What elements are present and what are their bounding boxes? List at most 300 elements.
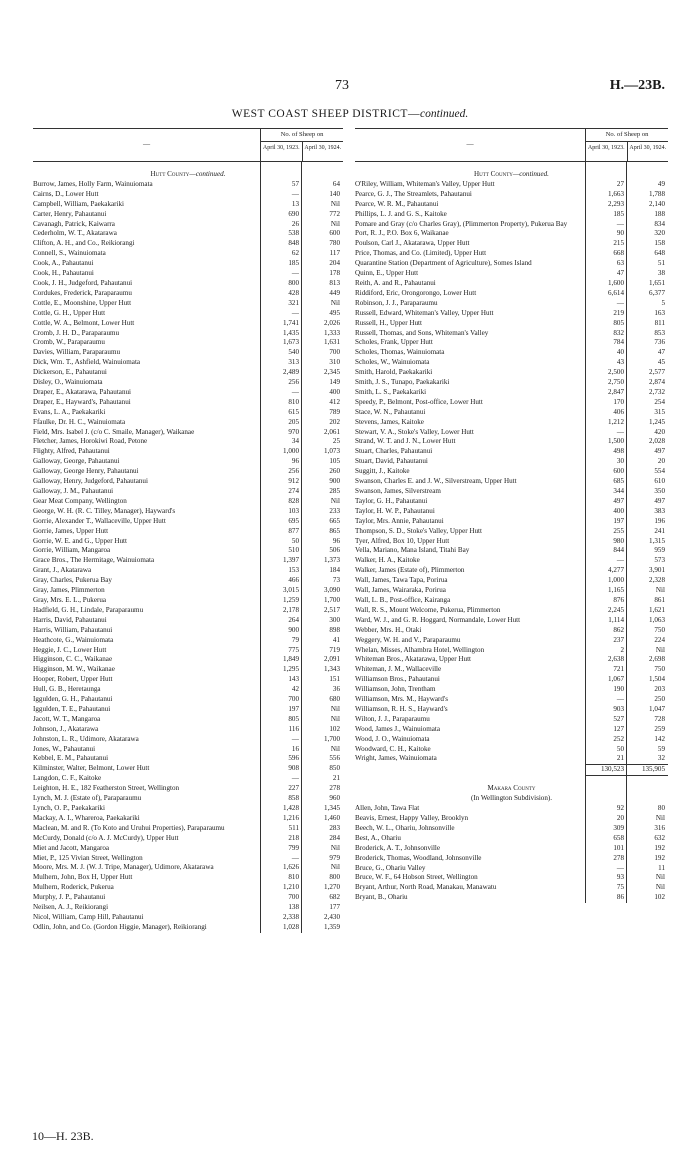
owner-name: Williamson, Mrs. M., Hayward's (355, 695, 449, 704)
owner-name: Taylor, Mrs. Annie, Pahautanui (355, 516, 444, 525)
sheep-1923: 615 (288, 407, 299, 416)
owner-name: Smith, Harold, Paekakariki (355, 368, 433, 377)
sheep-1923: 79 (291, 635, 299, 644)
owner-name: Scholes, Thomas, Wainuiomata (355, 348, 445, 357)
owner-name: Woodward, C. H., Kaitoke (355, 744, 431, 753)
owner-name: Robinson, J. J., Paraparaumu (355, 298, 438, 307)
sheep-1924: Nil (655, 873, 665, 882)
owner-name: Webber, Mrs. H., Otaki (355, 625, 422, 634)
sheep-1923: 596 (288, 754, 299, 763)
sheep-1923: 1,600 (608, 278, 624, 287)
owner-name: McCurdy, Donald (c/o A. J. McCurdy), Upper Hutt (33, 833, 179, 842)
sheep-1924: 11 (658, 863, 665, 872)
sheep-1924: 20 (657, 457, 665, 466)
sheep-1924: 600 (329, 229, 340, 238)
owner-name: Lynch, M. J. (Estate of), Paraparaumu (33, 794, 142, 803)
sheep-1924: 204 (329, 259, 340, 268)
sheep-1924: 224 (654, 635, 665, 644)
sheep-1924: 1,315 (649, 536, 665, 545)
page-footer: 10—H. 23B. (32, 1129, 94, 1143)
sheep-1923: — (616, 556, 624, 565)
sheep-1924: 315 (654, 407, 665, 416)
table-row (33, 259, 343, 269)
owner-name: Gray, James, Plimmerton (33, 586, 105, 595)
sheep-1923: 877 (288, 526, 299, 535)
sheep-1923: — (291, 189, 299, 198)
sheep-1924: 813 (329, 278, 340, 287)
sheep-1923: 1,626 (283, 863, 299, 872)
table-row (355, 735, 668, 745)
sheep-1924: 861 (654, 595, 665, 604)
sheep-1923: 34 (291, 437, 299, 446)
owner-name: Murphy, J. P., Pahautanui (33, 893, 106, 902)
table-row (33, 200, 343, 210)
sheep-1924: 1,343 (324, 665, 340, 674)
sheep-1924: 900 (329, 477, 340, 486)
table-row (355, 864, 668, 874)
table-row (355, 517, 668, 527)
sheep-1923: 237 (613, 635, 624, 644)
table-row (355, 705, 668, 715)
sheep-1923: 127 (613, 724, 624, 733)
owner-name: Speedy, P., Belmont, Post-office, Lower Hutt (355, 397, 483, 406)
owner-name: Walker, H. A., Kaitoke (355, 556, 420, 565)
table-row (33, 893, 343, 903)
sheep-1923: 2,338 (283, 912, 299, 921)
sheep-1923: 700 (288, 893, 299, 902)
sheep-1923: 1,000 (283, 447, 299, 456)
sheep-1924: 38 (657, 269, 665, 278)
table-row (33, 190, 343, 200)
table-row (355, 428, 668, 438)
sheep-1924: 149 (329, 378, 340, 387)
table-row (33, 408, 343, 418)
table-row (33, 764, 343, 774)
table-row (33, 229, 343, 239)
page-number: 73 (335, 78, 349, 93)
sheep-1923: 20 (616, 814, 624, 822)
table-row (355, 418, 668, 428)
owner-name: Wood, J. O., Wainuiomata (355, 734, 430, 743)
owner-name: Higginson, M. W., Waikanae (33, 665, 115, 674)
sheep-1923: 721 (613, 665, 624, 674)
table-row (33, 239, 343, 249)
owner-name: Neilsen, A. J., Reikiorangi (33, 903, 109, 912)
owner-name: Hooper, Robert, Upper Hutt (33, 675, 113, 684)
owner-name: Field, Mrs. Isabel J. (c/o C. Smaile, Manager), Waikanae (33, 427, 195, 436)
owner-name: Best, A., Ohariu (355, 833, 401, 842)
sheep-1923: 810 (288, 873, 299, 882)
table-row (33, 398, 343, 408)
table-row (33, 913, 343, 923)
left-table-body (33, 162, 343, 933)
owner-name: Weggery, W. H. and V., Paraparaumu (355, 635, 461, 644)
table-row (355, 824, 668, 834)
sheep-1924: 506 (329, 546, 340, 555)
owner-name: Russell, Thomas, and Sons, Whiteman's Valley (355, 328, 489, 337)
table-row (355, 388, 668, 398)
sheep-1924: Nil (655, 883, 665, 892)
owner-name: Thompson, S. D., Stoke's Valley, Upper Hutt (355, 526, 482, 535)
sheep-1923: 185 (613, 209, 624, 218)
sheep-1923: 1,216 (283, 813, 299, 822)
table-row (33, 725, 343, 735)
owner-name: Wood, James J., Wainuiomata (355, 724, 441, 733)
sheep-1924: 2,577 (649, 368, 665, 377)
sheep-1923: 2,293 (608, 199, 624, 208)
sheep-1923: 205 (288, 417, 299, 426)
table-row (33, 665, 343, 675)
sheep-1924: 573 (654, 556, 665, 565)
table-row (355, 586, 668, 596)
table-row (355, 854, 668, 864)
owner-name: Jones, W., Pahautanui (33, 744, 96, 753)
sheep-1924: Nil (330, 863, 340, 872)
sheep-1924: 1,621 (649, 605, 665, 614)
owner-name: Grant, J., Akatarawa (33, 566, 92, 575)
owner-name: Swanson, James, Silverstream (355, 487, 441, 495)
sheep-1924: 96 (332, 536, 340, 545)
sheep-1923: 497 (613, 496, 624, 505)
table-row (33, 655, 343, 665)
table-row (33, 279, 343, 289)
owner-name: Smith, J. S., Tunapo, Paekakariki (355, 378, 450, 387)
sheep-1924: 834 (654, 219, 665, 228)
sheep-1924: 47 (657, 348, 665, 357)
table-row (355, 467, 668, 477)
sheep-1923: 844 (613, 546, 624, 555)
table-row (355, 893, 668, 903)
owner-name: Smith, L. S., Paekakariki (355, 387, 427, 396)
table-row (33, 487, 343, 497)
table-row (355, 834, 668, 844)
sheep-1924: 632 (654, 833, 665, 842)
owner-name: Bryant, Arthur, North Road, Manakau, Manawatu (355, 883, 497, 892)
sheep-1923: 876 (613, 595, 624, 604)
sheep-1923: — (291, 774, 299, 783)
sheep-1924: 2,328 (649, 576, 665, 585)
sheep-1924: 316 (654, 823, 665, 832)
table-row (355, 745, 668, 755)
sheep-1924: 241 (654, 526, 665, 535)
table-row (355, 665, 668, 675)
sheep-1924: 254 (654, 397, 665, 406)
sheep-1923: 685 (613, 477, 624, 486)
table-row (33, 834, 343, 844)
sheep-1923: 1,663 (608, 189, 624, 198)
table-row (355, 655, 668, 665)
sheep-1923: 980 (613, 536, 624, 545)
table-row (355, 626, 668, 636)
table-row (355, 844, 668, 854)
table-row (33, 794, 343, 804)
total-1923: 130,523 (586, 764, 627, 776)
sheep-1923: 50 (616, 744, 624, 753)
sheep-1924: 1,345 (324, 804, 340, 812)
table-row (355, 576, 668, 586)
owner-name: Port, R. J., P.O. Box 6, Waikanae (355, 229, 449, 238)
sheep-1923: 2,178 (283, 605, 299, 614)
sheep-1923: 215 (613, 239, 624, 248)
owner-name: Pomare and Gray (c/o Charles Gray), (Plimmerton Property), Pukerua Bay (355, 219, 568, 228)
sheep-1924: 556 (329, 754, 340, 763)
table-row (355, 546, 668, 556)
table-row (33, 546, 343, 556)
table-row (33, 437, 343, 447)
table-row (33, 507, 343, 517)
table-row (33, 854, 343, 864)
sheep-1924: 283 (329, 823, 340, 832)
table-row (33, 309, 343, 319)
sheep-1924: 188 (654, 209, 665, 218)
sheep-1924: 105 (329, 457, 340, 466)
table-row (355, 814, 668, 824)
table-row (33, 517, 343, 527)
sheep-1923: 668 (613, 249, 624, 258)
sheep-1924: 102 (329, 724, 340, 733)
owner-name: Cordukes, Frederick, Paraparaumu (33, 288, 132, 297)
sheep-1923: 1,500 (608, 437, 624, 446)
table-row (33, 646, 343, 656)
sheep-1923: 799 (288, 843, 299, 852)
owner-name: Gray, Charles, Pukerua Bay (33, 576, 112, 585)
table-row (355, 319, 668, 329)
sheep-1923: 2,489 (283, 368, 299, 377)
sheep-1924: 1,270 (324, 883, 340, 892)
sheep-1924: 383 (654, 506, 665, 515)
sheep-1923: 2,245 (608, 605, 624, 614)
owner-name: Williamson Bros., Pahautanui (355, 675, 440, 684)
owner-name: Williamson, R. H. S., Hayward's (355, 704, 448, 713)
table-row (33, 477, 343, 487)
table-row (355, 883, 668, 893)
sheep-1924: 73 (332, 576, 340, 585)
sheep-1923: 903 (613, 704, 624, 713)
sheep-1923: 42 (291, 685, 299, 694)
table-row (33, 596, 343, 606)
sheep-1924: 1,073 (324, 447, 340, 456)
sheep-1923: 2,500 (608, 368, 624, 377)
table-row (355, 259, 668, 269)
table-row (355, 596, 668, 606)
table-row (33, 348, 343, 358)
sheep-1923: 784 (613, 338, 624, 347)
sheep-1924: 203 (654, 685, 665, 694)
sheep-1923: 43 (616, 358, 624, 367)
owner-name: Beavis, Ernest, Happy Valley, Brooklyn (355, 814, 469, 822)
owner-name: Allen, John, Tawa Flat (355, 804, 420, 813)
table-row (33, 685, 343, 695)
owner-name: Kebbel, E. M., Pahautanui (33, 754, 109, 763)
table-row (33, 903, 343, 913)
sheep-1923: 143 (288, 675, 299, 684)
table-row (33, 814, 343, 824)
table-row (355, 725, 668, 735)
sheep-1924: Nil (655, 645, 665, 654)
table-row (33, 497, 343, 507)
sheep-1923: 219 (613, 308, 624, 317)
sheep-1924: 850 (329, 764, 340, 773)
sheep-1923: 6,614 (608, 288, 624, 297)
sheep-1923: 690 (288, 209, 299, 218)
sheep-1924: 2,026 (324, 318, 340, 327)
sheep-1923: — (616, 219, 624, 228)
table-row (355, 507, 668, 517)
owner-name: Riddiford, Eric, Orongorongo, Lower Hutt (355, 288, 477, 297)
total-row (355, 764, 668, 776)
owner-name: Galloway, Henry, Judgeford, Pahautanui (33, 477, 148, 486)
table-row (33, 338, 343, 348)
sheep-1923: 1,000 (608, 576, 624, 585)
owner-name: Broderick, Thomas, Woodland, Johnsonville (355, 853, 482, 862)
owner-name: Mulhern, Roderick, Pukerua (33, 883, 114, 892)
sheep-1924: 780 (329, 239, 340, 248)
table-row (355, 447, 668, 457)
right-column (355, 128, 668, 903)
sheep-1923: 1,114 (608, 615, 624, 624)
right-table-body (355, 162, 668, 903)
sheep-1923: 16 (291, 744, 299, 753)
sheep-1923: 252 (613, 734, 624, 743)
sheep-1923: 255 (613, 526, 624, 535)
sheep-1923: — (616, 863, 624, 872)
sheep-1924: 811 (654, 318, 665, 327)
table-row (33, 537, 343, 547)
sheep-1923: 1,435 (283, 328, 299, 337)
sheep-1923: 256 (288, 467, 299, 476)
table-row (355, 646, 668, 656)
owner-name: Beech, W. L., Ohariu, Johnsonville (355, 823, 455, 832)
owner-name: Dickerson, E., Pahautanui (33, 368, 107, 377)
table-row (355, 299, 668, 309)
sheep-1923: 600 (613, 467, 624, 476)
sheep-1923: 101 (613, 843, 624, 852)
sheep-1923: 197 (288, 704, 299, 713)
sheep-1923: — (291, 734, 299, 743)
owner-name: Gorrie, Alexander T., Wallaceville, Upper Hutt (33, 516, 166, 525)
sheep-1923: 858 (288, 794, 299, 803)
sheep-1924: 789 (329, 407, 340, 416)
owner-name: Galloway, J. M., Pahautanui (33, 487, 114, 495)
sheep-1923: 227 (288, 784, 299, 793)
table-row (355, 457, 668, 467)
sheep-1923: 1,028 (283, 922, 299, 931)
sheep-1923: 810 (288, 397, 299, 406)
owner-name: Moore, Mrs. M. J. (W. J. Tripe, Manager), Udimore, Akatarawa (33, 863, 214, 872)
table-row (355, 408, 668, 418)
owner-name: Broderick, A. T., Johnsonville (355, 843, 441, 852)
owner-name: Tyer, Alfred, Box 10, Upper Hutt (355, 536, 450, 545)
table-row (355, 437, 668, 447)
sheep-1924: 184 (329, 566, 340, 575)
sheep-1924: 2,345 (324, 368, 340, 377)
sheep-1924: 865 (329, 526, 340, 535)
sheep-1923: — (291, 853, 299, 862)
sheep-1924: 400 (329, 387, 340, 396)
sheep-1923: 96 (291, 457, 299, 466)
owner-name: Stuart, Charles, Pahautanui (355, 447, 433, 456)
table-row (355, 616, 668, 626)
owner-name: Cairns, D., Lower Hutt (33, 189, 99, 198)
sheep-1923: 1,428 (283, 804, 299, 812)
sheep-1924: 1,373 (324, 556, 340, 565)
table-row (33, 606, 343, 616)
owner-name: Draper, E., Hayward's, Pahautanui (33, 397, 131, 406)
sheep-1924: 260 (329, 467, 340, 476)
owner-name: Johnston, L. R., Udimore, Akatarawa (33, 734, 139, 743)
sheep-1924: 1,245 (649, 417, 665, 426)
section-heading: Hutt County—continued. (474, 170, 549, 178)
sheep-1924: 1,063 (649, 615, 665, 624)
sheep-1923: 695 (288, 516, 299, 525)
sheep-1924: 41 (332, 635, 340, 644)
owner-name: Lynch, O. P., Paekakariki (33, 804, 105, 812)
sheep-1924: 750 (654, 625, 665, 634)
sheep-1924: 117 (329, 249, 340, 258)
sheep-1924: 1,504 (649, 675, 665, 684)
owner-name: Hadfield, G. H., Lindale, Paraparaumu (33, 605, 144, 614)
table-row (355, 537, 668, 547)
sheep-1924: 36 (332, 685, 340, 694)
table-row (33, 774, 343, 784)
sheep-1924: 979 (329, 853, 340, 862)
sheep-1924: 202 (329, 417, 340, 426)
table-row (355, 210, 668, 220)
owner-name: Wall, James, Wairaraka, Porirua (355, 586, 446, 595)
sheep-1924: 2,517 (324, 605, 340, 614)
sheep-1923: 309 (613, 823, 624, 832)
table-header: — No. of Sheep on April 30, 1923. April 30, 1924. (33, 128, 343, 162)
sheep-1923: — (291, 387, 299, 396)
owner-name: Cavanagh, Patrick, Kaiwarra (33, 219, 115, 228)
owner-name: Connell, S., Wainuiomata (33, 249, 106, 258)
sheep-1923: 93 (616, 873, 624, 882)
sheep-1923: 406 (613, 407, 624, 416)
sheep-1924: Nil (330, 714, 340, 723)
sheep-1923: 47 (616, 269, 624, 278)
owner-name: Cottle, W. A., Belmont, Lower Hutt (33, 318, 135, 327)
sheep-1924: 959 (654, 546, 665, 555)
sheep-1924: 1,460 (324, 813, 340, 822)
owner-name: Johnson, J., Akatarawa (33, 724, 99, 733)
table-row (355, 477, 668, 487)
table-row (355, 180, 668, 190)
table-row (355, 289, 668, 299)
table-row (355, 368, 668, 378)
sheep-1924: 2,430 (324, 912, 340, 921)
owner-name: Maclean, M. and R. (To Koto and Uruhui Properties), Paraparaumu (33, 823, 225, 832)
owner-name: Cromb, W., Paraparaumu (33, 338, 105, 347)
table-row (33, 626, 343, 636)
table-row (355, 487, 668, 497)
table-row (33, 556, 343, 566)
table-row (33, 923, 343, 933)
sheep-1923: 3,015 (283, 586, 299, 595)
sheep-1924: 736 (654, 338, 665, 347)
sheep-1924: 680 (329, 695, 340, 704)
table-row (33, 735, 343, 745)
sheep-1923: 313 (288, 358, 299, 367)
owner-name: Heathcote, G., Wainuiomata (33, 635, 114, 644)
sheep-1923: 90 (616, 229, 624, 238)
sheep-1923: 218 (288, 833, 299, 842)
owner-name: Miet and Jacott, Mangaroa (33, 843, 110, 852)
owner-name: Bruce, G., Ohariu Valley (355, 863, 426, 872)
sheep-1923: 970 (288, 427, 299, 436)
sheep-1923: 153 (288, 566, 299, 575)
sheep-1924: 1,700 (324, 734, 340, 743)
page-title: WEST COAST SHEEP DISTRICT—continued. (231, 108, 469, 120)
